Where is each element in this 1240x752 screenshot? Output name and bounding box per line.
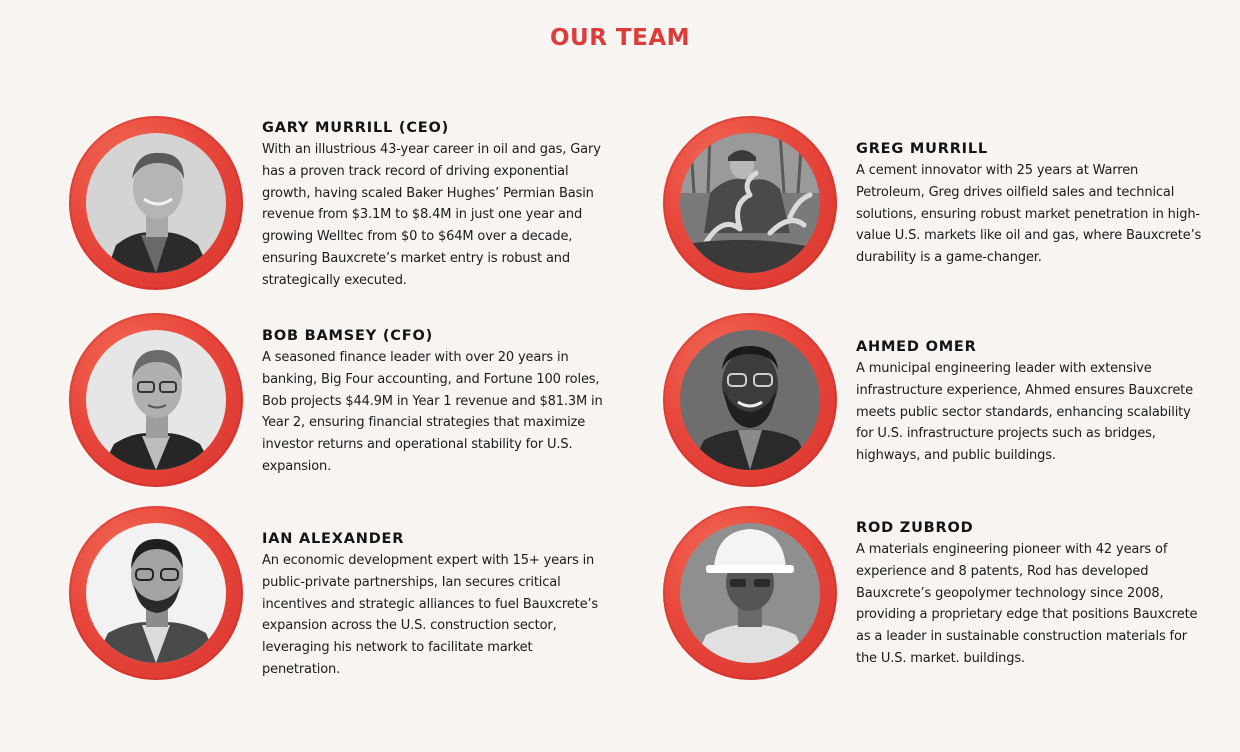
member-bio: A municipal engineering leader with extensive infrastructure experience, Ahmed ensures Bauxcrete meets public sector standards, enhancing scalability for U.S. infrastructure projects such as bridges, highways, and public buildings. — [856, 361, 1193, 464]
member-bio-block — [262, 531, 612, 681]
member-bio: A seasoned finance leader with over 20 years in banking, Big Four accounting, and Fortune 100 roles, Bob projects $44.9M in Year 1 revenue and $81.3M in Year 2, ensuring financial strategies that maximize investor returns and operational stability for U.S. expansion. — [262, 350, 603, 474]
member-bio-block — [856, 141, 1206, 269]
portrait-frame — [69, 506, 243, 680]
portrait-frame — [663, 506, 837, 680]
member-bio-block — [262, 120, 612, 292]
portrait-frame — [69, 116, 243, 290]
member-bio-block — [856, 520, 1206, 670]
portrait-frame — [69, 313, 243, 487]
member-name: BOB BAMSEY (CFO) — [262, 328, 434, 344]
member-name: GREG MURRILL — [856, 141, 988, 157]
portrait-photo-bob — [86, 330, 226, 470]
member-name: IAN ALEXANDER — [262, 531, 405, 547]
member-name: GARY MURRILL (CEO) — [262, 120, 450, 136]
member-bio: An economic development expert with 15+ years in public-private partnerships, Ian secures critical incentives and strategic alliances to fuel Bauxcrete’s expansion across the U.S. construction sector, leveraging his network to facilitate market penetration. — [262, 553, 599, 677]
member-bio-block — [262, 328, 612, 478]
portrait-photo-greg — [680, 133, 820, 273]
member-name: AHMED OMER — [856, 339, 977, 355]
member-bio: A materials engineering pioneer with 42 years of experience and 8 patents, Rod has developed Bauxcrete’s geopolymer technology since 2008, providing a proprietary edge that positions Bauxcrete as a leader in sustainable construction materials for the U.S. market. buildings. — [856, 542, 1198, 666]
portrait-photo-gary — [86, 133, 226, 273]
portrait-photo-ian — [86, 523, 226, 663]
member-bio-block — [856, 339, 1206, 467]
portrait-photo-rod — [680, 523, 820, 663]
member-bio: With an illustrious 43-year career in oil and gas, Gary has a proven track record of driving exponential growth, having scaled Baker Hughes’ Permian Basin revenue from $3.1M to $8.4M in just one year and growing Welltec from $0 to $64M over a decade, ensuring Bauxcrete’s market entry is robust and strategically executed. — [262, 142, 601, 288]
page-title: OUR TEAM — [549, 25, 691, 51]
member-bio: A cement innovator with 25 years at Warren Petroleum, Greg drives oilfield sales and technical solutions, ensuring robust market penetration in high-value U.S. markets like oil and gas, where Bauxcrete’s durability is a game-changer. — [856, 163, 1202, 266]
portrait-photo-ahmed — [680, 330, 820, 470]
member-name: ROD ZUBROD — [856, 520, 974, 536]
portrait-frame — [663, 116, 837, 290]
portrait-frame — [663, 313, 837, 487]
